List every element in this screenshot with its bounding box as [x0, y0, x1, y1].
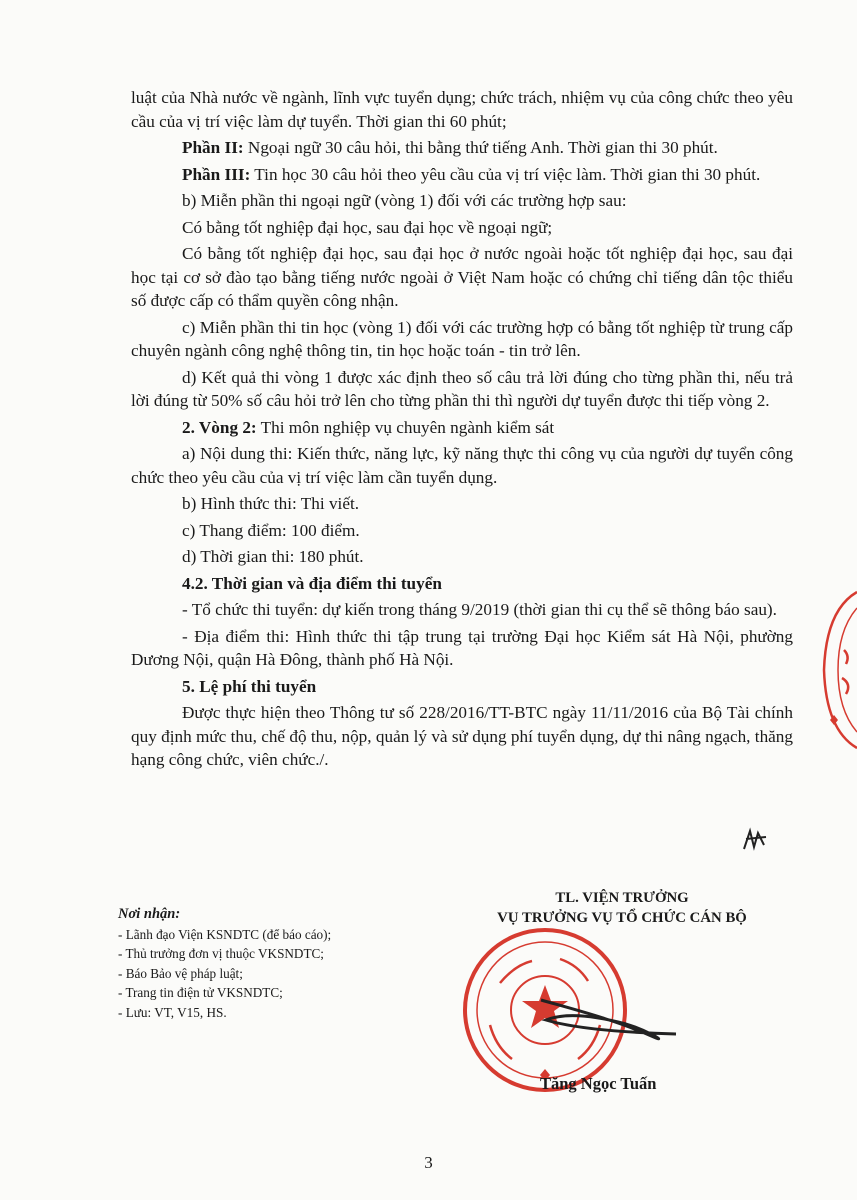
paragraph: d) Thời gian thi: 180 phút. — [182, 547, 364, 566]
signature-position-line: VỤ TRƯỞNG VỤ TỔ CHỨC CÁN BỘ — [497, 910, 747, 926]
signer-name: Tăng Ngọc Tuấn — [540, 1074, 657, 1093]
recipient-item: - Báo Bảo vệ pháp luật; — [118, 965, 243, 981]
recipient-item: - Trang tin điện tử VKSNDTC; — [118, 985, 283, 1000]
paragraph: b) Hình thức thi: Thi viết. — [182, 494, 360, 513]
paragraph: Được thực hiện theo Thông tư số 228/2016/TT-BTC ngày 11/11/2016 của Bộ Tài chính quy định mức thu, chế độ thu, nộp, quản lý và sử dụng phí tuyển dụng, dự thi nâng ngạch, thăng hạng công chức, viên chức./. — [131, 703, 793, 769]
paragraph: Có bằng tốt nghiệp đại học, sau đại học ở nước ngoài hoặc tốt nghiệp đại học, sau đại học tại cơ sở đào tạo bằng tiếng nước ngoài ở Việt Nam hoặc có chứng chỉ tiếng dân tộc thiểu số được cấp có thẩm quyền công nhận. — [131, 244, 793, 310]
recipient-item: - Lãnh đạo Viện KSNDTC (để báo cáo); — [118, 926, 332, 942]
recipient-item: - Thủ trưởng đơn vị thuộc VKSNDTC; — [118, 946, 324, 961]
body-text — [131, 86, 793, 775]
paragraph: luật của Nhà nước về ngành, lĩnh vực tuyển dụng; chức trách, nhiệm vụ của công chức theo yêu cầu của vị trí việc làm dự tuyển. Thời gian thi 60 phút; — [131, 88, 793, 131]
paragraph: a) Nội dung thi: Kiến thức, năng lực, kỹ năng thực thi công vụ của người dự tuyển công chức theo yêu cầu của vị trí việc làm cần tuyển dụng. — [131, 444, 793, 487]
recipient-item: - Lưu: VT, V15, HS. — [118, 1004, 227, 1020]
paragraph: d) Kết quả thi vòng 1 được xác định theo số câu trả lời đúng cho từng phần thi, nếu trả lời đúng từ 50% số câu hỏi trở lên cho từng phần thi thì người dự tuyển được thi tiếp vòng 2. — [131, 367, 793, 410]
paragraph: c) Thang điểm: 100 điểm. — [182, 520, 360, 540]
signature-title-block — [462, 888, 782, 928]
paragraph: c) Miễn phần thi tin học (vòng 1) đối với các trường hợp có bằng tốt nghiệp từ trung cấp chuyên ngành công nghệ thông tin, tin học hoặc toán - tin trở lên. — [131, 317, 793, 360]
paragraph: - Địa điểm thi: Hình thức thi tập trung tại trường Đại học Kiểm sát Hà Nội, phường Dương Nội, quận Hà Đông, thành phố Hà Nội. — [131, 626, 793, 669]
section-heading: 5. Lệ phí thi tuyển — [182, 676, 317, 696]
page-number: 3 — [424, 1153, 433, 1172]
section-heading: 2. Vòng 2: Thi môn nghiệp vụ chuyên ngành kiểm sát — [182, 417, 555, 437]
paragraph: Phần III: Tin học 30 câu hỏi theo yêu cầu của vị trí việc làm. Thời gian thi 30 phút. — [182, 164, 761, 184]
handwritten-signature-icon — [536, 990, 686, 1050]
initials-signature-icon — [740, 825, 770, 855]
recipients-list — [118, 925, 418, 1023]
recipients-title: Nơi nhận: — [118, 906, 181, 922]
edge-seal-stamp-icon — [818, 590, 857, 750]
signature-authority-line: TL. VIỆN TRƯỞNG — [555, 890, 689, 906]
paragraph: Có bằng tốt nghiệp đại học, sau đại học về ngoại ngữ; — [182, 217, 553, 237]
section-heading: 4.2. Thời gian và địa điểm thi tuyển — [182, 573, 442, 593]
paragraph: b) Miễn phần thi ngoại ngữ (vòng 1) đối với các trường hợp sau: — [182, 191, 627, 210]
recipients-block — [118, 905, 418, 1022]
paragraph: - Tổ chức thi tuyển: dự kiến trong tháng 9/2019 (thời gian thi cụ thể sẽ thông báo sau). — [182, 600, 777, 619]
paragraph: Phần II: Ngoại ngữ 30 câu hỏi, thi bằng thứ tiếng Anh. Thời gian thi 30 phút. — [182, 138, 718, 157]
